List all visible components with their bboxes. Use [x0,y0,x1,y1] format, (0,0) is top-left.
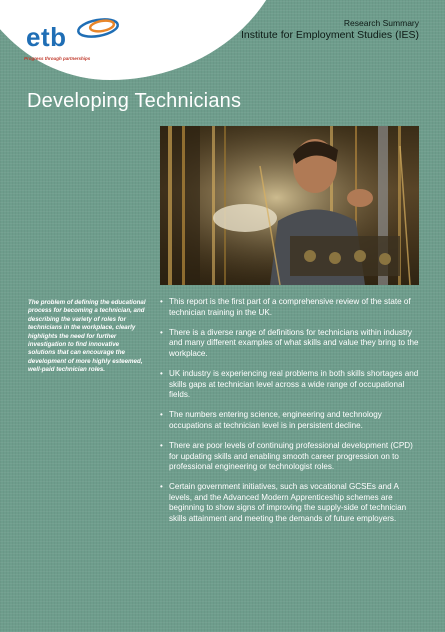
header-organisation: Institute for Employment Studies (IES) [241,29,419,41]
list-item [160,369,422,401]
list-item [160,482,422,524]
bullet-icon: • [160,327,163,337]
list-item [160,410,422,431]
header-kicker: Research Summary [343,18,419,28]
bullet-text: This report is the first part of a comprehensive review of the state of technician training in the UK. [169,297,411,317]
page-title: Developing Technicians [27,90,242,112]
header [241,18,419,42]
list-item [160,297,422,318]
list-item [160,328,422,360]
bullet-icon: • [160,440,163,450]
bullet-text: The numbers entering science, engineering and technology occupations at technician level is in persistent decline. [169,410,382,430]
bullet-icon: • [160,297,163,306]
bullet-icon: • [160,482,163,492]
list-item [160,441,422,473]
bullet-text: Certain government initiatives, such as vocational GCSEs and A levels, and the Advanced Modern Apprenticeship schemes are beginning to show signs of improving the supply-side of technician skills attainment and meeting the demands of future employers. [169,482,407,523]
technician-photo-illustration [160,126,419,285]
technician-photo [160,126,419,285]
key-findings-list [160,297,422,534]
logo-wordmark: etb [26,22,67,52]
bullet-text: UK industry is experiencing real problems in both skills shortages and skills gaps at technician level across a wide range of occupational fields. [169,368,419,400]
bullet-text: There is a diverse range of definitions for technicians within industry and many different examples of what skills and value they bring to the workplace. [169,327,419,358]
bullet-icon: • [160,368,163,378]
logo-tagline: Progress through partnerships [24,56,91,61]
bullet-text: There are poor levels of continuing professional development (CPD) for updating skills and enabling smooth career progression on to professional engineering or technologist roles. [169,440,413,472]
summary-text: The problem of defining the educational process for becoming a technician, and describing the variety of roles for technicians in the workplace, clearly highlights the need for further investigation to find innovative solutions that can encourage the development of more highly esteemed, well-paid technician roles. [28,299,146,374]
bullet-icon: • [160,410,163,420]
